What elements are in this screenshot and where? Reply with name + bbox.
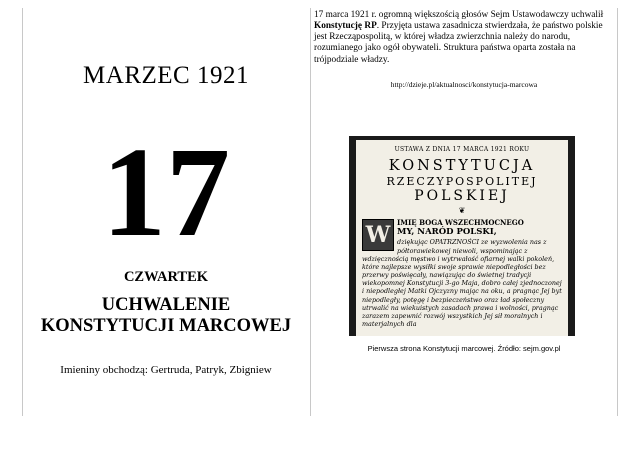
source-link[interactable]: http://dzieje.pl/aktualnosci/konstytucja-marcowa	[390, 80, 538, 89]
doc-title-line3: POLSKIEJ	[414, 187, 510, 204]
ornament-icon: ❦	[458, 205, 466, 215]
day-number: 17	[102, 121, 230, 263]
doc-header: USTAWA Z DNIA 17 MARCA 1921 ROKU	[394, 146, 530, 153]
doc-body	[362, 219, 562, 329]
event-title-line2: KONSTYTUCJI MARCOWEJ	[40, 315, 292, 336]
month-year: MARZEC 1921	[83, 62, 249, 89]
event-title	[22, 295, 310, 336]
description-bold: Konstytucję RP	[314, 21, 377, 32]
image-caption: Pierwsza strona Konstytucji marcowej. Źródło: sejm.gov.pl	[367, 344, 561, 353]
doc-initial-letter: W	[362, 219, 394, 251]
doc-title-line1: KONSTYTUCJA	[388, 158, 536, 174]
doc-title-line2: RZECZYPOSPOLITEJ	[386, 174, 538, 188]
description-text-after: . Przyjęta ustawa zasadnicza stwierdzała, że państwo polskie jest Rzecząpospolitą, w której władza zwierzchnia należy do narodu, rozumianego jako ogół obywateli. Struktura państwa oparta została na trójpodziale władzy.	[314, 21, 603, 65]
description-text-before: 17 marca 1921 r. ogromną większością głosów Sejm Ustawodawczy uchwalił	[314, 10, 604, 20]
namedays: Imieniny obchodzą: Gertruda, Patryk, Zbigniew	[60, 364, 272, 376]
doc-body-text: wyzwolenia nas z półtorawiekowej niewoli, wspominając z wdzięcznością męstwo i wytrwałość ofiarnej walki pokoleń, które najlepsze wysiłki swoje sprawie niepodległości bez przerwy poświęcały, nawiązując do świetnej tradycji wiekopomnej Konstytucji 3-go Maja, dobro całej zjednoczonej i niepodległej Matki Ojczyzny mając na oku, a pragnąc Jej byt niepodległy, potęgę i bezpieczeństwo oraz ład społeczny utrwalić na wiekuistych zasadach prawa i wolności, pragnąc zarazem zapewnić rozwój wszystkich Jej sił moralnych i materjalnych dla	[362, 238, 562, 329]
event-description	[314, 10, 611, 66]
doc-line2: MY, NARÓD POLSKI,	[397, 227, 497, 238]
constitution-page	[356, 140, 568, 336]
description-page	[311, 0, 617, 452]
constitution-image	[349, 136, 575, 336]
right-border-line	[617, 8, 618, 416]
calendar-page	[22, 0, 310, 452]
event-title-line1: UCHWALENIE	[101, 295, 231, 315]
doc-line1: IMIĘ BOGA WSZECHMOCNEGO	[397, 217, 524, 227]
weekday: CZWARTEK	[123, 269, 209, 285]
doc-line3: dziękując OPATRZNOŚCI ze	[397, 238, 489, 247]
